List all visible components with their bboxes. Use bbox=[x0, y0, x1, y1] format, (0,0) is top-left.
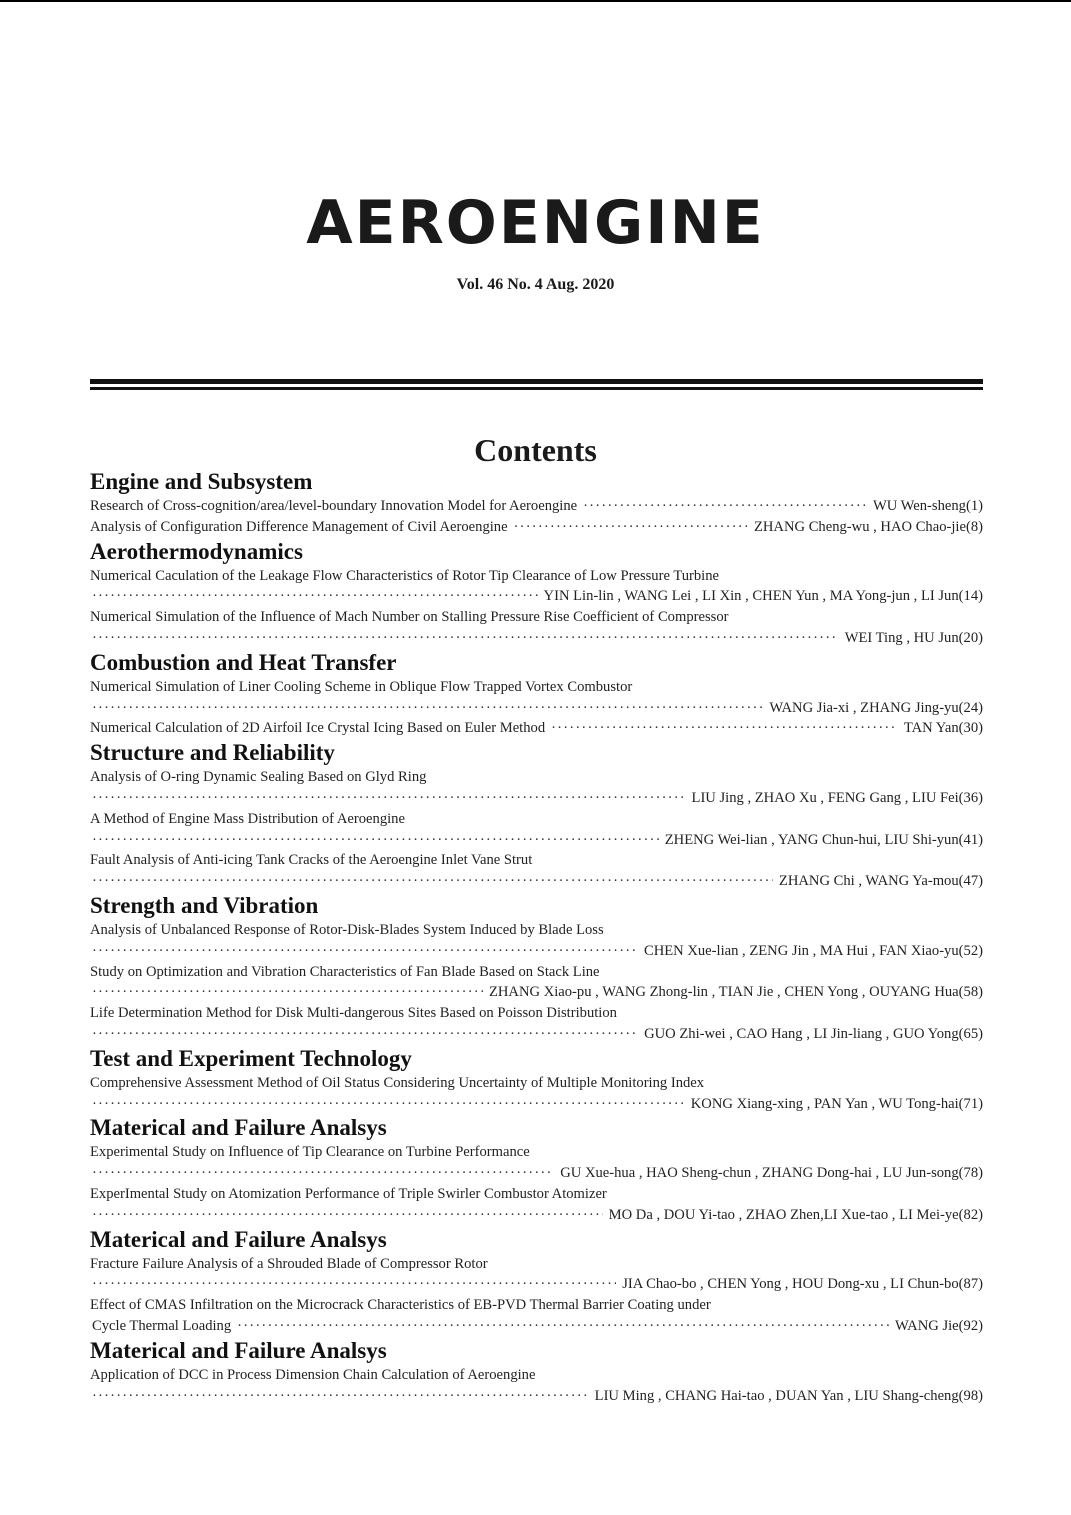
entry-authors-page bbox=[779, 871, 983, 892]
entry-authors: YIN Lin-lin , WANG Lei , LI Xin , CHEN Yun , MA Yong-jun , LI Jun bbox=[543, 588, 959, 605]
section-title: Structure and Reliability bbox=[90, 740, 335, 766]
entry-authors: ZHANG Cheng-wu , HAO Chao-jie bbox=[753, 518, 966, 535]
entry-page-number: 14 bbox=[963, 588, 979, 605]
entry-authors: TAN Yan bbox=[903, 720, 959, 737]
entry-page-number: 24 bbox=[963, 699, 979, 716]
page-close-paren: ) bbox=[978, 1317, 983, 1334]
page-close-paren: ) bbox=[978, 1206, 983, 1223]
page-open-paren: ( bbox=[958, 1165, 964, 1182]
entry-page-number: 78 bbox=[963, 1165, 979, 1182]
toc-section bbox=[90, 1337, 983, 1407]
section-title: Strength and Vibration bbox=[90, 892, 319, 918]
toc-entry[interactable] bbox=[90, 809, 983, 851]
toc-entry[interactable] bbox=[90, 517, 983, 538]
section-title: Materical and Failure Analsys bbox=[90, 1115, 387, 1141]
page-close-paren: ) bbox=[978, 1387, 983, 1404]
page-open-paren: ( bbox=[958, 873, 964, 890]
entry-authors: ZHANG Chi , WANG Ya-mou bbox=[778, 873, 959, 890]
entry-title: Analysis of Unbalanced Response of Rotor-Disk-Blades System Induced by Blade Loss bbox=[90, 921, 604, 938]
dot-leader bbox=[92, 982, 483, 1003]
entry-title: Analysis of O-ring Dynamic Sealing Based on Glyd Ring bbox=[90, 769, 427, 786]
page-open-paren: ( bbox=[958, 720, 964, 737]
toc-entry[interactable] bbox=[90, 962, 983, 1004]
journal-title: AEROENGINE bbox=[306, 188, 765, 258]
toc-entry[interactable] bbox=[90, 677, 983, 719]
entry-authors-page bbox=[644, 941, 983, 962]
entry-authors-page bbox=[665, 830, 983, 851]
page-close-paren: ) bbox=[978, 588, 983, 605]
entry-page-number: 41 bbox=[963, 831, 979, 848]
toc-entry[interactable] bbox=[90, 1365, 983, 1407]
toc-section bbox=[90, 468, 983, 538]
entry-title: A Method of Engine Mass Distribution of Aeroengine bbox=[90, 810, 405, 827]
page-close-paren: ) bbox=[978, 699, 983, 716]
dot-leader bbox=[92, 628, 839, 649]
dot-leader bbox=[92, 1274, 616, 1295]
dot-leader bbox=[92, 1386, 589, 1407]
dot-leader bbox=[92, 1205, 603, 1226]
dot-leader bbox=[92, 871, 773, 892]
dot-leader bbox=[514, 517, 748, 538]
entry-title: ExperImental Study on Atomization Performance of Triple Swirler Combustor Atomizer bbox=[90, 1185, 607, 1202]
entry-authors: ZHANG Xiao-pu , WANG Zhong-lin , TIAN Jie , CHEN Yong , OUYANG Hua bbox=[488, 984, 959, 1001]
section-title: Engine and Subsystem bbox=[90, 469, 313, 494]
dot-leader bbox=[92, 586, 538, 607]
toc-entry[interactable] bbox=[90, 1073, 983, 1115]
entry-authors-page bbox=[692, 788, 983, 809]
entry-page-number: 58 bbox=[963, 984, 979, 1001]
page-open-paren: ( bbox=[958, 629, 964, 646]
toc-entry[interactable] bbox=[90, 1295, 983, 1337]
toc-entry[interactable] bbox=[90, 1003, 983, 1045]
toc-section bbox=[90, 1226, 983, 1337]
page-open-paren: ( bbox=[958, 942, 964, 959]
entry-title: Effect of CMAS Infiltration on the Microcrack Characteristics of EB-PVD Thermal Barrier Coating under bbox=[90, 1297, 711, 1314]
entry-page-number: 71 bbox=[963, 1095, 979, 1112]
entry-title: Numerical Simulation of Liner Cooling Scheme in Oblique Flow Trapped Vortex Combustor bbox=[90, 678, 633, 695]
issue-info: Vol. 46 No. 4 Aug. 2020 bbox=[456, 276, 615, 293]
entry-authors-page bbox=[895, 1316, 983, 1337]
entry-authors-page bbox=[845, 628, 983, 649]
entry-authors-page bbox=[644, 1024, 983, 1045]
dot-leader bbox=[92, 1163, 554, 1184]
entry-page-number: 36 bbox=[963, 789, 979, 806]
entry-authors-page bbox=[544, 586, 983, 607]
entry-page-number: 82 bbox=[963, 1206, 979, 1223]
entry-title: Numerical Simulation of the Influence of Mach Number on Stalling Pressure Rise Coefficient of Compressor bbox=[90, 609, 729, 626]
dot-leader bbox=[237, 1316, 889, 1337]
entry-authors-page bbox=[754, 517, 983, 538]
section-title: Materical and Failure Analsys bbox=[90, 1226, 387, 1252]
entry-title: Application of DCC in Process Dimension Chain Calculation of Aeroengine bbox=[90, 1366, 536, 1383]
entry-page-number: 1 bbox=[970, 498, 979, 514]
entry-authors: LIU Jing , ZHAO Xu , FENG Gang , LIU Fei bbox=[691, 789, 959, 806]
page-open-paren: ( bbox=[958, 789, 964, 806]
entry-page-number: 65 bbox=[963, 1025, 979, 1042]
entry-title: Analysis of Configuration Difference Management of Civil Aeroengine bbox=[90, 518, 508, 535]
page-open-paren: ( bbox=[958, 588, 964, 605]
entry-authors: ZHENG Wei-lian , YANG Chun-hui, LIU Shi-yun bbox=[664, 831, 959, 848]
dot-leader bbox=[551, 718, 898, 739]
entry-authors: KONG Xiang-xing , PAN Yan , WU Tong-hai bbox=[690, 1095, 959, 1112]
page-open-paren: ( bbox=[958, 699, 964, 716]
dot-leader bbox=[92, 698, 763, 719]
entry-page-number: 52 bbox=[963, 942, 979, 959]
entry-authors-page bbox=[873, 496, 983, 517]
section-title: Combustion and Heat Transfer bbox=[90, 649, 397, 675]
toc-section bbox=[90, 1114, 983, 1225]
page-close-paren: ) bbox=[978, 831, 983, 848]
entry-title: Fracture Failure Analysis of a Shrouded Blade of Compressor Rotor bbox=[90, 1255, 488, 1272]
page-open-paren: ( bbox=[965, 518, 971, 535]
entry-page-number: 8 bbox=[970, 518, 979, 535]
entry-authors-page bbox=[489, 982, 983, 1003]
entry-title: Research of Cross-cognition/area/level-boundary Innovation Model for Aeroengine bbox=[90, 498, 578, 514]
entry-page-number: 92 bbox=[963, 1317, 979, 1334]
page-close-paren: ) bbox=[978, 498, 983, 514]
page-close-paren: ) bbox=[978, 720, 983, 737]
toc-entry[interactable] bbox=[90, 1254, 983, 1296]
entry-authors: WU Wen-sheng bbox=[872, 498, 966, 514]
page-close-paren: ) bbox=[978, 789, 983, 806]
dot-leader bbox=[583, 496, 867, 517]
page-close-paren: ) bbox=[978, 873, 983, 890]
entry-authors-page bbox=[595, 1386, 983, 1407]
entry-authors: GUO Zhi-wei , CAO Hang , LI Jin-liang , GUO Yong bbox=[644, 1025, 959, 1042]
page-open-paren: ( bbox=[958, 1025, 964, 1042]
page-open-paren: ( bbox=[958, 1095, 964, 1112]
entry-authors: WANG Jie bbox=[895, 1317, 959, 1334]
page-open-paren: ( bbox=[958, 1276, 964, 1293]
toc-entry[interactable] bbox=[90, 496, 983, 517]
toc-entry[interactable] bbox=[90, 1142, 983, 1184]
entry-authors: GU Xue-hua , HAO Sheng-chun , ZHANG Dong-hai , LU Jun-song bbox=[560, 1165, 959, 1182]
toc-section bbox=[90, 1045, 983, 1115]
page-open-paren: ( bbox=[958, 984, 964, 1001]
toc-entry[interactable] bbox=[90, 566, 983, 608]
section-title: Test and Experiment Technology bbox=[90, 1045, 412, 1071]
entry-authors: JIA Chao-bo , CHEN Yong , HOU Dong-xu , LI Chun-bo bbox=[622, 1276, 959, 1293]
toc-section bbox=[90, 739, 983, 892]
section-title: Materical and Failure Analsys bbox=[90, 1337, 387, 1363]
toc-entry[interactable] bbox=[90, 718, 983, 739]
page-open-paren: ( bbox=[958, 831, 964, 848]
entry-authors-page bbox=[622, 1274, 983, 1295]
entry-authors: WANG Jia-xi , ZHANG Jing-yu bbox=[769, 699, 959, 716]
page-close-paren: ) bbox=[978, 1165, 983, 1182]
entry-page-number: 47 bbox=[963, 873, 979, 890]
toc-section bbox=[90, 649, 983, 739]
toc-section bbox=[90, 892, 983, 1045]
dot-leader bbox=[92, 1024, 638, 1045]
page-close-paren: ) bbox=[978, 518, 983, 535]
entry-title: Life Determination Method for Disk Multi-dangerous Sites Based on Poisson Distribution bbox=[90, 1005, 617, 1022]
page-close-paren: ) bbox=[978, 1095, 983, 1112]
entry-title: Fault Analysis of Anti-icing Tank Cracks of the Aeroengine Inlet Vane Strut bbox=[90, 852, 533, 869]
entry-authors-page bbox=[560, 1163, 983, 1184]
entry-title: Numerical Caculation of the Leakage Flow Characteristics of Rotor Tip Clearance of Low Pressure Turbine bbox=[90, 567, 720, 584]
entry-authors-page bbox=[691, 1094, 983, 1115]
entry-page-number: 98 bbox=[963, 1387, 979, 1404]
header-rule-thin bbox=[90, 387, 983, 390]
entry-page-number: 20 bbox=[963, 629, 979, 646]
page-open-paren: ( bbox=[958, 1317, 964, 1334]
page-close-paren: ) bbox=[978, 984, 983, 1001]
contents-heading: Contents bbox=[474, 432, 597, 468]
top-border-rule bbox=[0, 0, 1071, 2]
page-close-paren: ) bbox=[978, 1276, 983, 1293]
dot-leader bbox=[92, 941, 638, 962]
toc-entry[interactable] bbox=[90, 850, 983, 892]
entry-authors-page bbox=[609, 1205, 983, 1226]
dot-leader bbox=[92, 830, 659, 851]
page-close-paren: ) bbox=[978, 942, 983, 959]
page-open-paren: ( bbox=[958, 1206, 964, 1223]
page-open-paren: ( bbox=[965, 498, 971, 514]
dot-leader bbox=[92, 788, 686, 809]
toc-entry[interactable] bbox=[90, 920, 983, 962]
page-open-paren: ( bbox=[958, 1387, 964, 1404]
entry-authors: WEI Ting , HU Jun bbox=[844, 629, 959, 646]
entry-authors: MO Da , DOU Yi-tao , ZHAO Zhen,LI Xue-tao , LI Mei-ye bbox=[608, 1206, 959, 1223]
dot-leader bbox=[92, 1094, 685, 1115]
entry-title: Comprehensive Assessment Method of Oil Status Considering Uncertainty of Multiple Monitoring Index bbox=[90, 1074, 705, 1091]
entry-authors: CHEN Xue-lian , ZENG Jin , MA Hui , FAN Xiao-yu bbox=[643, 942, 959, 959]
entry-title: Experimental Study on Influence of Tip Clearance on Turbine Performance bbox=[90, 1144, 530, 1161]
entry-page-number: 30 bbox=[963, 720, 979, 737]
entry-authors-page bbox=[904, 718, 983, 739]
entry-authors: LIU Ming , CHANG Hai-tao , DUAN Yan , LIU Shang-cheng bbox=[594, 1387, 959, 1404]
toc-entry[interactable] bbox=[90, 767, 983, 809]
header-rule-thick bbox=[90, 379, 983, 384]
entry-title: Cycle Thermal Loading bbox=[92, 1317, 232, 1334]
toc-entry[interactable] bbox=[90, 607, 983, 649]
page-close-paren: ) bbox=[978, 1025, 983, 1042]
page-close-paren: ) bbox=[978, 629, 983, 646]
table-of-contents bbox=[90, 468, 983, 1406]
entry-title: Study on Optimization and Vibration Characteristics of Fan Blade Based on Stack Line bbox=[90, 963, 600, 980]
entry-page-number: 87 bbox=[963, 1276, 979, 1293]
entry-authors-page bbox=[769, 698, 983, 719]
section-title: Aerothermodynamics bbox=[90, 538, 303, 564]
toc-entry[interactable] bbox=[90, 1184, 983, 1226]
entry-title: Numerical Calculation of 2D Airfoil Ice Crystal Icing Based on Euler Method bbox=[90, 720, 546, 737]
toc-section bbox=[90, 538, 983, 649]
